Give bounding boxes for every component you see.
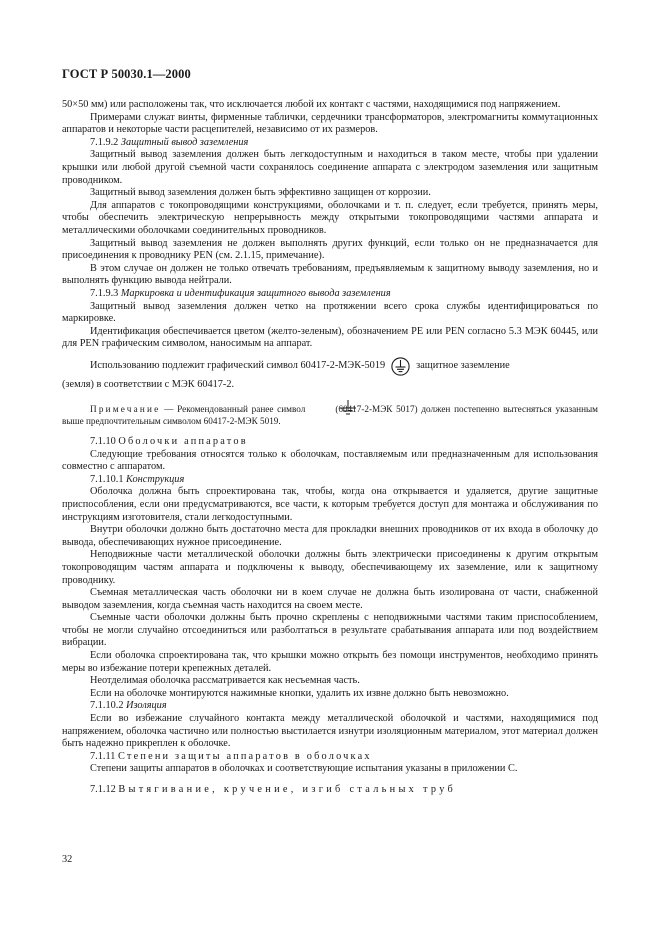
section-number: 7.1.11 xyxy=(90,750,116,762)
paragraph: Съемная металлическая часть оболочки ни в коем случае не должна быть изолирована от части, снабженной выводом заземления, когда съемная часть находится на своем месте. xyxy=(62,587,598,611)
paragraph: Примерами служат винты, фирменные таблички, сердечники трансформаторов, электромагниты коммутационных аппаратов и некоторые части расцепителей, независимо от их размеров. xyxy=(62,111,598,136)
paragraph: Если оболочка спроектирована так, что крышки можно открыть без помощи инструментов, необходимо принять меры во избежание потери крепежных деталей. xyxy=(62,650,598,674)
section-number: 7.1.10 xyxy=(90,435,116,447)
note-text: (60417-2-МЭК 5017) должен постепенно вытесняться указанным выше предпочтительным символом 60417-2-МЭК 5019. xyxy=(62,404,598,427)
paragraph: Степени защиты аппаратов в оболочках и соответствующие испытания указаны в приложении С. xyxy=(90,763,518,775)
protective-earth-icon xyxy=(391,357,410,376)
paragraph: (земля) в соответствии с МЭК 60417-2. xyxy=(62,378,235,390)
paragraph-text: защитное заземление xyxy=(416,360,510,372)
section-number: 7.1.9.2 xyxy=(90,136,119,148)
section-number: 7.1.10.1 xyxy=(90,473,124,485)
document-header-title: ГОСТ Р 50030.1—2000 xyxy=(62,67,191,81)
paragraph: В этом случае он должен не только отвечать требованиям, предъявляемым к защитному выводу заземления, но и выполнять функцию вывода нейтрали. xyxy=(62,262,598,287)
symbol-paragraph xyxy=(62,357,598,376)
paragraph: 50×50 мм) или расположены так, что исключается любой их контакт с частями, находящимися под напряжением. xyxy=(62,99,561,110)
paragraph: Оболочка должна быть спроектирована так, чтобы, когда она открывается и удаляется, другие защитные приспособления, если они предусматриваются, все части, к которым требуется доступ для монтажа и обслуживания по инструкциям изготовителя, стали легкодоступными. xyxy=(62,486,598,523)
section-title: Степени защиты аппаратов в оболочках xyxy=(117,750,372,762)
section-title: Изоляция xyxy=(126,700,167,712)
section-number: 7.1.10.2 xyxy=(90,700,124,712)
section-heading-7-1-10 xyxy=(62,436,598,449)
earth-ground-icon xyxy=(309,400,331,416)
note-label: Примечание xyxy=(90,404,161,415)
paragraph: Съемные части оболочки должны быть прочно скреплены с неподвижными частями таким приспособлением, чтобы не могли случайно отсоединиться или разболтаться в результате срабатывания аппарата или под воздействием вибрации. xyxy=(62,612,598,649)
paragraph: Идентификация обеспечивается цветом (желто-зеленым), обозначением PE или PEN согласно 5.3 МЭК 60445, или для PEN графическим символом, наносимым на аппарат. xyxy=(62,325,598,350)
section-heading-7-1-11 xyxy=(62,751,598,764)
section-number: 7.1.9.3 xyxy=(90,287,119,299)
section-number: 7.1.12 xyxy=(90,784,116,795)
section-heading-7-1-10-1 xyxy=(62,474,598,487)
section-title: Оболочки аппаратов xyxy=(118,435,248,447)
paragraph: Если на оболочке монтируются нажимные кнопки, удалить их извне должно быть невозможно. xyxy=(90,687,509,699)
paragraph: Если во избежание случайного контакта между металлической оболочкой и частями, находящимися под напряжением, оболочка частично или полностью выстилается изнутри изоляционным материалом, этот материал должен быть надежно прикреплен к оболочке. xyxy=(62,713,598,750)
paragraph: Защитный вывод заземления должен четко на протяжении всего срока службы идентифицироваться по маркировке. xyxy=(62,300,598,325)
page-number: 32 xyxy=(62,854,73,865)
section-heading-7-1-12 xyxy=(62,784,598,797)
paragraph: Защитный вывод заземления не должен выполнять других функций, если только он не предназначается для присоединения к проводнику PEN (см. 2.1.15, примечание). xyxy=(62,237,598,262)
paragraph: Внутри оболочки должно быть достаточно места для прокладки внешних проводников от их входа в оболочку до вывода, обеспечивающих нужное присоединение. xyxy=(62,524,598,548)
note-text: — Рекомендованный ранее символ xyxy=(164,404,306,415)
paragraph: Следующие требования относятся только к оболочкам, поставляемым или предназначенным для использования совместно с аппаратом. xyxy=(62,448,598,473)
section-heading-7-1-10-2 xyxy=(62,700,598,713)
note xyxy=(62,400,598,428)
paragraph: Защитный вывод заземления должен быть легкодоступным и находиться в таком месте, чтобы при удалении крышки или любой другой съемной части сохранялось соединение аппарата с электродом заземления или защитным проводником. xyxy=(62,149,598,186)
section-title: Конструкция xyxy=(126,473,185,485)
section-heading-7-1-9-3 xyxy=(62,288,598,301)
section-heading-7-1-9-2 xyxy=(62,137,598,150)
paragraph: Защитный вывод заземления должен быть эффективно защищен от коррозии. xyxy=(90,187,431,199)
paragraph: Для аппаратов с токопроводящими конструкциями, оболочками и т. п. следует, если требуется, принять меры, чтобы обеспечить электрическую непрерывность между открытыми токопроводящими частями аппарата и металлическими оболочками соединительных проводников. xyxy=(62,199,598,236)
paragraph: Неотделимая оболочка рассматривается как несъемная часть. xyxy=(90,675,360,687)
section-title: Маркировка и идентификация защитного вывода заземления xyxy=(120,287,391,299)
paragraph-text: Использованию подлежит графический символ 60417-2-МЭК-5019 xyxy=(90,360,386,372)
paragraph: Неподвижные части металлической оболочки должны быть электрически присоединены к другим открытым токопроводящим частям аппарата и подключены к выводу, обеспечивающему их заземление, или к защитному проводнику. xyxy=(62,549,598,586)
section-title: Вытягивание, кручение, изгиб стальных труб xyxy=(118,784,457,795)
document-body xyxy=(62,99,598,797)
section-title: Защитный вывод заземления xyxy=(120,136,249,148)
